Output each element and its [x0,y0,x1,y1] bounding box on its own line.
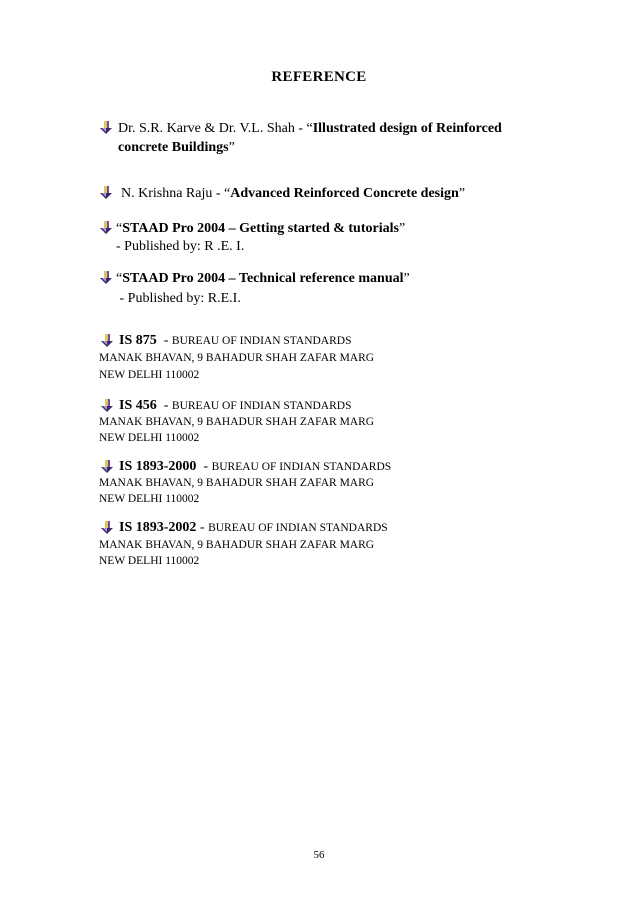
standard-address: MANAK BHAVAN, 9 BAHADUR SHAH ZAFAR MARG [99,416,375,428]
page-number: 56 [313,849,325,861]
reference-publisher: - Published by: R .E. I. [116,239,245,254]
arrow-bullet-icon [99,221,113,235]
standard-address: MANAK BHAVAN, 9 BAHADUR SHAH ZAFAR MARG [99,352,375,364]
reference-author: Dr. S.R. Karve & Dr. V.L. Shah [118,121,295,136]
reference-item: Dr. S.R. Karve & Dr. V.L. Shah - “Illustrated design of Reinforced [118,121,502,136]
arrow-bullet-icon [99,121,113,135]
reference-title-cont: concrete Buildings [118,140,229,155]
standard-org: BUREAU OF INDIAN STANDARDS [171,400,352,412]
reference-title: STAAD Pro 2004 – Getting started & tutorials [122,221,399,236]
standard-code: IS 456 [119,398,157,413]
arrow-bullet-icon [100,334,114,348]
standard-item: IS 456 - BUREAU OF INDIAN STANDARDS [119,398,352,413]
standard-item: IS 875 - BUREAU OF INDIAN STANDARDS [119,333,352,348]
arrow-bullet-icon [99,271,113,285]
reference-item-cont: concrete Buildings” [118,140,235,155]
standard-org: BUREAU OF INDIAN STANDARDS [171,335,352,347]
standard-city: NEW DELHI 110002 [99,493,200,505]
standard-address: MANAK BHAVAN, 9 BAHADUR SHAH ZAFAR MARG [99,539,375,551]
arrow-bullet-icon [100,399,114,413]
reference-item: N. Krishna Raju - “Advanced Reinforced Concrete design” [121,186,466,201]
reference-item: “STAAD Pro 2004 – Getting started & tutorials” [116,221,406,236]
standard-city: NEW DELHI 110002 [99,555,200,567]
arrow-bullet-icon [100,521,114,535]
arrow-bullet-icon [99,186,113,200]
reference-title: Illustrated design of Reinforced [312,121,502,136]
reference-item: “STAAD Pro 2004 – Technical reference manual” [116,271,410,286]
standard-org: BUREAU OF INDIAN STANDARDS [211,461,392,473]
standard-city: NEW DELHI 110002 [99,369,200,381]
standard-code: IS 1893-2000 [119,459,197,474]
reference-title: Advanced Reinforced Concrete design [230,186,459,201]
standard-address: MANAK BHAVAN, 9 BAHADUR SHAH ZAFAR MARG [99,477,375,489]
standard-item: IS 1893-2002 - BUREAU OF INDIAN STANDARDS [119,520,388,535]
standard-org: BUREAU OF INDIAN STANDARDS [208,522,388,534]
reference-author: N. Krishna Raju [121,186,213,201]
reference-title: STAAD Pro 2004 – Technical reference manual [122,271,404,286]
standard-code: IS 875 [119,333,157,348]
standard-item: IS 1893-2000 - BUREAU OF INDIAN STANDARDS [119,459,392,474]
page-title: REFERENCE [271,69,367,85]
standard-city: NEW DELHI 110002 [99,432,200,444]
reference-publisher: - Published by: R.E.I. [116,291,241,306]
arrow-bullet-icon [100,460,114,474]
standard-code: IS 1893-2002 [119,520,197,535]
